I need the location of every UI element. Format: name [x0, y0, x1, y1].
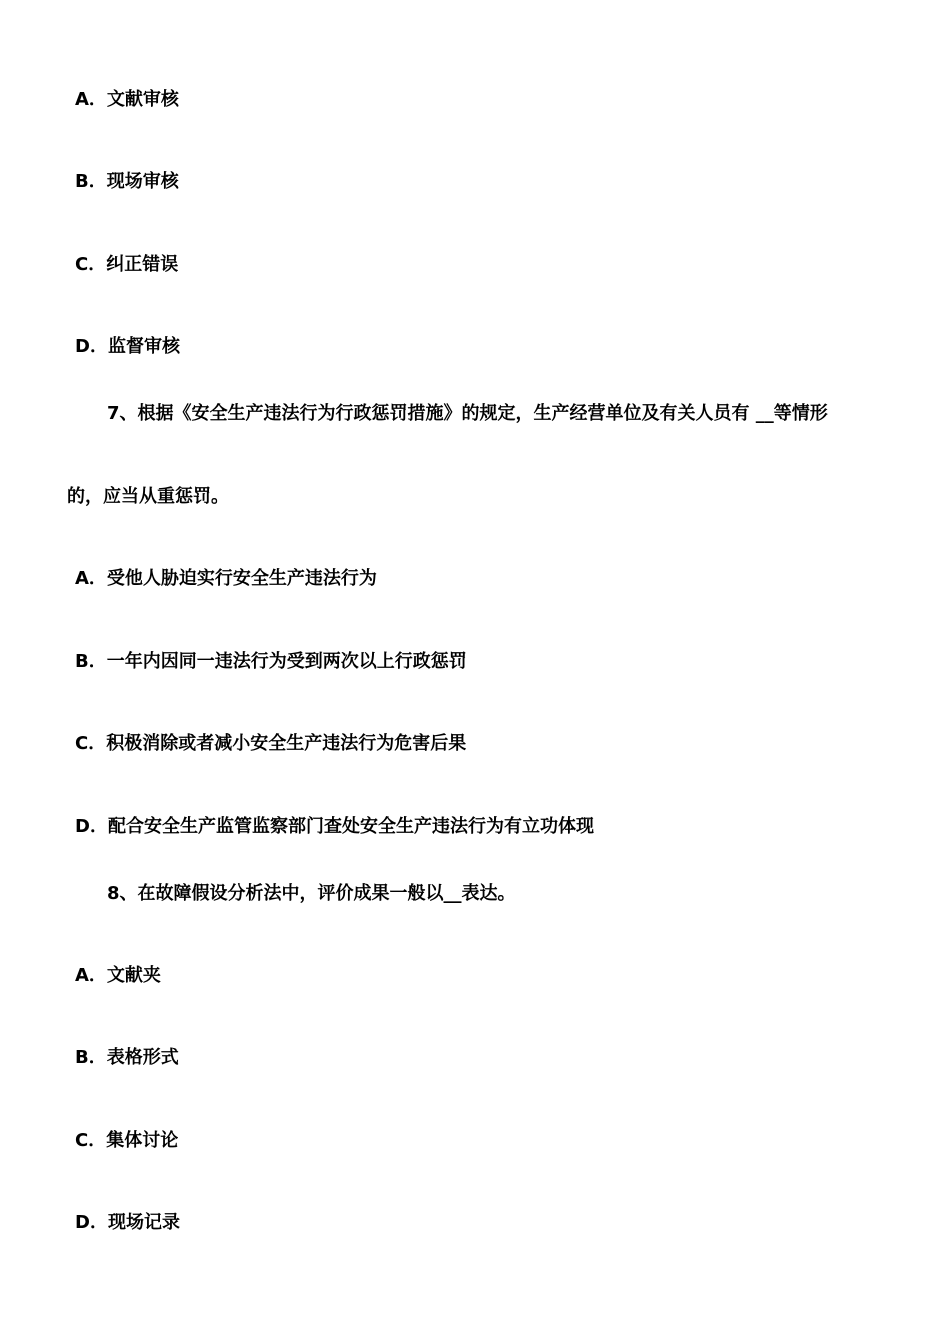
question-7-stem: 7、根据《安全生产违法行为行政惩罚措施》的规定，生产经营单位及有关人员有 __等情形: [107, 403, 828, 424]
question-8-option-a: A．文献夹: [75, 965, 161, 986]
question-8-stem: 8、在故障假设分析法中，评价成果一般以__表达。: [107, 883, 516, 904]
question-7-option-b: B．一年内因同一违法行为受到两次以上行政惩罚: [75, 651, 467, 672]
option-b: B．现场审核: [75, 171, 179, 192]
question-7-stem-continued: 的，应当从重惩罚。: [67, 486, 229, 507]
option-c: C．纠正错误: [75, 254, 179, 275]
option-d: D．监督审核: [75, 336, 180, 357]
question-8-option-b: B．表格形式: [75, 1047, 179, 1068]
question-8-option-d: D．现场记录: [75, 1212, 180, 1233]
question-7-option-d: D．配合安全生产监管监察部门查处安全生产违法行为有立功体现: [75, 816, 594, 837]
option-a: A．文献审核: [75, 89, 179, 110]
question-7-option-c: C．积极消除或者减小安全生产违法行为危害后果: [75, 733, 467, 754]
question-8-option-c: C．集体讨论: [75, 1130, 179, 1151]
question-7-option-a: A．受他人胁迫实行安全生产违法行为: [75, 568, 377, 589]
